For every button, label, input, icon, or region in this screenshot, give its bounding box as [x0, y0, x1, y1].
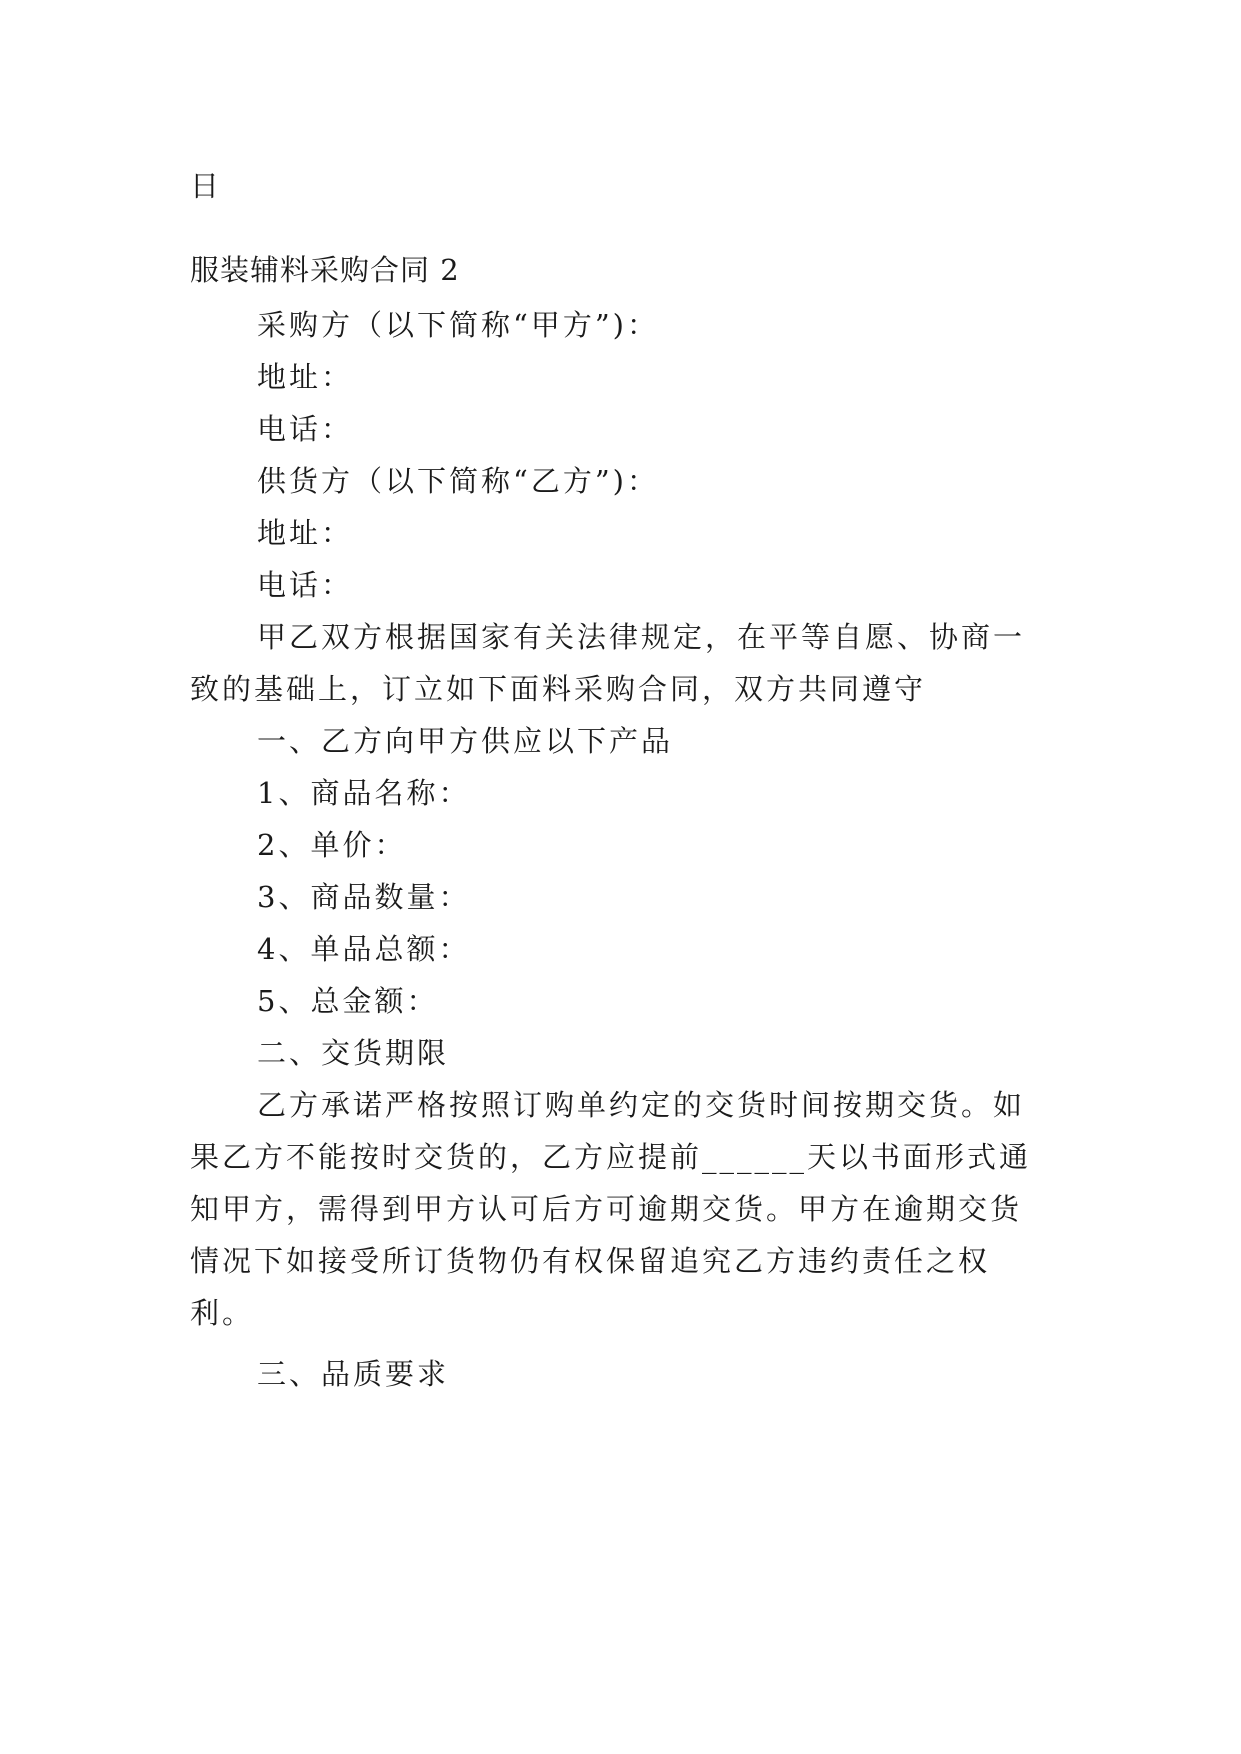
delivery-paragraph-line: 果乙方不能按时交货的，乙方应提前______天以书面形式通: [190, 1140, 1032, 1174]
agreement-paragraph-line: 致的基础上，订立如下面料采购合同，双方共同遵守: [190, 672, 927, 706]
section-heading: 二、交货期限: [257, 1036, 450, 1070]
buyer-line: 采购方（以下简称“甲方”)：: [257, 308, 659, 342]
supplier-line: 供货方（以下简称“乙方”)：: [257, 464, 659, 498]
buyer-address: 地址：: [257, 360, 354, 394]
supplier-address: 地址：: [257, 516, 354, 550]
product-item: 1、商品名称：: [257, 776, 471, 810]
buyer-phone: 电话：: [257, 412, 354, 446]
delivery-paragraph-line: 利。: [190, 1296, 255, 1330]
product-item: 2、单价：: [257, 828, 407, 862]
delivery-paragraph-line: 情况下如接受所订货物仍有权保留追究乙方违约责任之权: [190, 1244, 991, 1278]
delivery-paragraph-line: 知甲方，需得到甲方认可后方可逾期交货。甲方在逾期交货: [190, 1192, 1023, 1226]
product-item: 3、商品数量：: [257, 880, 471, 914]
delivery-paragraph-line: 乙方承诺严格按照订购单约定的交货时间按期交货。如: [257, 1088, 1026, 1122]
product-item: 4、单品总额：: [257, 932, 471, 966]
section-heading: 一、乙方向甲方供应以下产品: [257, 724, 674, 758]
section-heading: 三、品质要求: [257, 1357, 450, 1391]
agreement-paragraph-line: 甲乙双方根据国家有关法律规定，在平等自愿、协商一: [257, 620, 1026, 654]
page-fragment: 日: [190, 169, 223, 203]
document-title: 服装辅料采购合同 2: [190, 253, 460, 287]
product-item: 5、总金额：: [257, 984, 439, 1018]
supplier-phone: 电话：: [257, 568, 354, 602]
